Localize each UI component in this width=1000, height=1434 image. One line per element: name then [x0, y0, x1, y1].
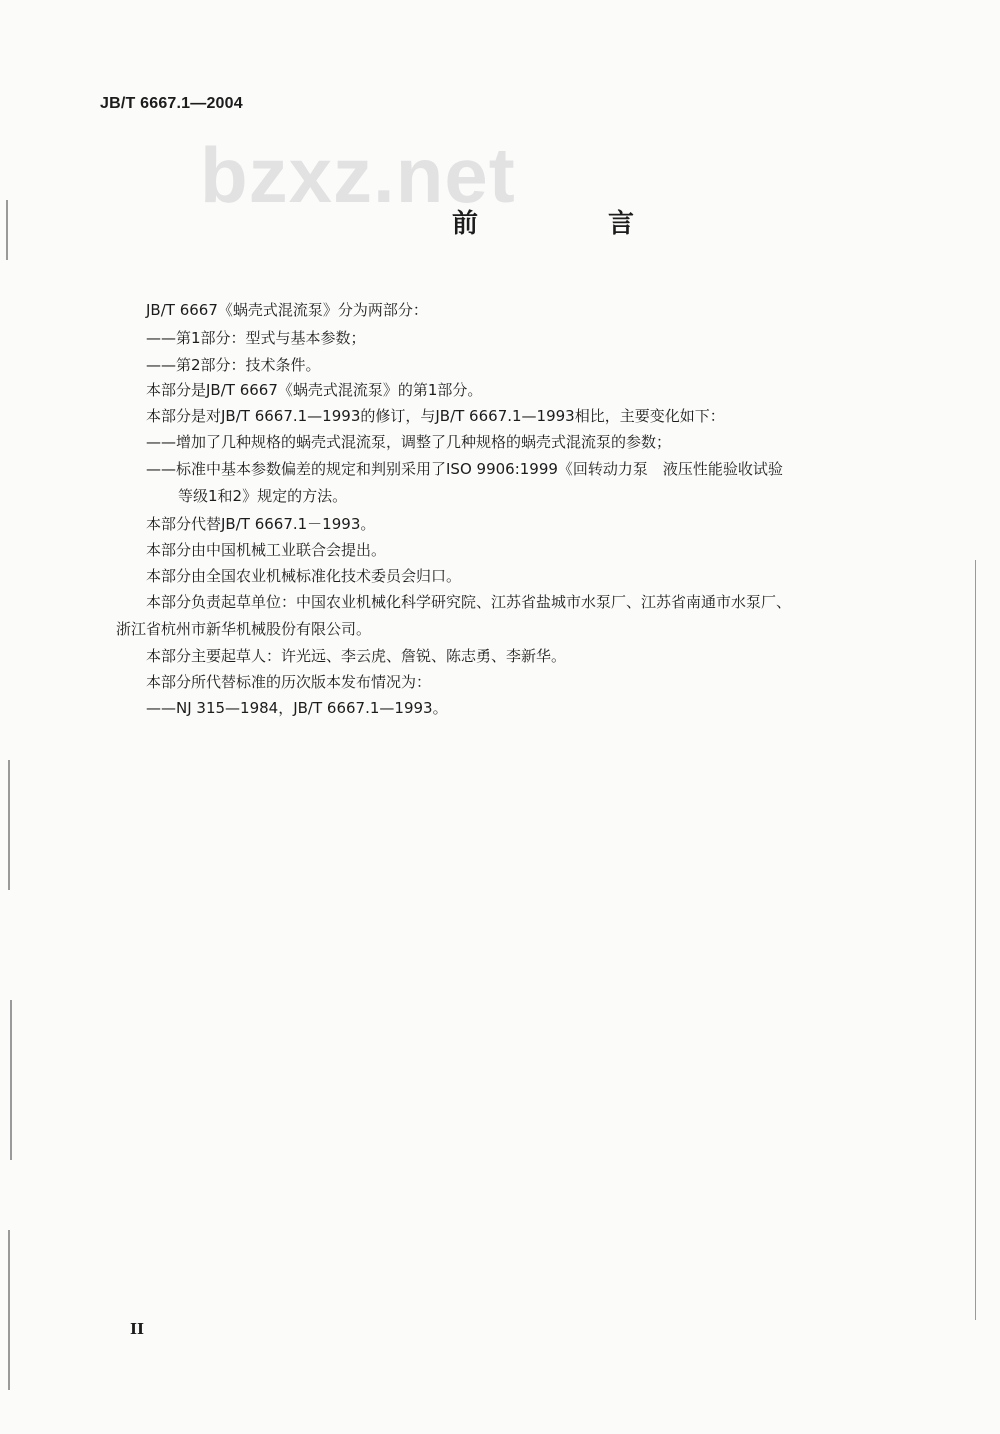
- scan-edge-line: [8, 760, 10, 890]
- paragraph: 本部分由中国机械工业联合会提出。: [146, 541, 387, 559]
- watermark: bzxz.net: [200, 131, 516, 219]
- scan-edge-line: [10, 1000, 12, 1160]
- scan-edge-line: [6, 200, 8, 260]
- paragraph: JB/T 6667《蜗壳式混流泵》分为两部分：: [146, 301, 428, 319]
- paragraph: 本部分负责起草单位：中国农业机械化科学研究院、江苏省盐城市水泵厂、江苏省南通市水泵厂、: [146, 593, 792, 611]
- paragraph: 本部分由全国农业机械标准化技术委员会归口。: [146, 567, 462, 585]
- page-title: 前 言: [452, 209, 687, 239]
- page-number: II: [130, 1320, 145, 1338]
- paragraph: 浙江省杭州市新华机械股份有限公司。: [116, 620, 372, 638]
- scan-edge-line: [8, 1230, 10, 1390]
- standard-code: JB/T 6667.1—2004: [100, 95, 243, 112]
- paragraph: 本部分是JB/T 6667《蜗壳式混流泵》的第1部分。: [146, 381, 483, 399]
- paragraph: ——标准中基本参数偏差的规定和判别采用了ISO 9906:1999《回转动力泵 液压性能验收试验: [146, 460, 783, 478]
- paragraph: 本部分是对JB/T 6667.1—1993的修订，与JB/T 6667.1—1993相比，主要变化如下：: [146, 407, 725, 425]
- paragraph: ——NJ 315—1984，JB/T 6667.1—1993。: [146, 699, 448, 717]
- paragraph: 等级1和2》规定的方法。: [178, 487, 348, 505]
- paragraph: ——第2部分：技术条件。: [146, 356, 321, 374]
- paragraph: 本部分代替JB/T 6667.1－1993。: [146, 515, 376, 533]
- paragraph: 本部分主要起草人：许光远、李云虎、詹锐、陈志勇、李新华。: [146, 647, 567, 665]
- paragraph: ——第1部分：型式与基本参数；: [146, 329, 366, 347]
- paragraph: ——增加了几种规格的蜗壳式混流泵，调整了几种规格的蜗壳式混流泵的参数；: [146, 433, 672, 451]
- paragraph: 本部分所代替标准的历次版本发布情况为：: [146, 673, 432, 691]
- scan-edge-line: [975, 560, 976, 1320]
